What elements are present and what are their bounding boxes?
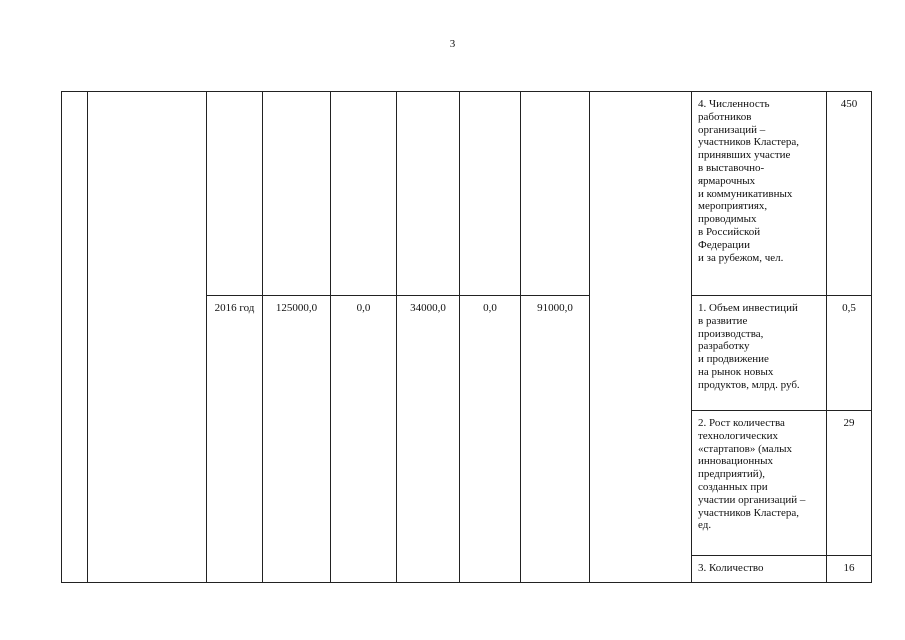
col5-cell-empty bbox=[521, 92, 590, 296]
col-executor-cell bbox=[590, 92, 692, 583]
col-index-cell bbox=[62, 92, 88, 583]
col3-cell-empty bbox=[397, 92, 460, 296]
indicator-cell: 1. Объем инвестиций в развитие производства, разработку и продвижение на рынок новых продуктов, млрд. руб. bbox=[692, 296, 827, 411]
page-number: 3 bbox=[449, 38, 456, 50]
col2-cell-empty bbox=[331, 92, 397, 296]
year-cell: 2016 год bbox=[207, 296, 263, 583]
funding-cell: 91000,0 bbox=[521, 296, 590, 583]
indicator-cell: 4. Численность работников организаций – участников Кластера, принявших участие в выставочно- ярмарочных и коммуникативных мероприятиях, проводимых в Российской Федерации и за рубежом, чел. bbox=[692, 92, 827, 296]
indicator-value: 29 bbox=[827, 411, 872, 556]
total-funding-cell: 125000,0 bbox=[263, 296, 331, 583]
table-row bbox=[62, 92, 872, 296]
indicator-cell: 3. Количество bbox=[692, 556, 827, 583]
funding-cell: 0,0 bbox=[331, 296, 397, 583]
col-name-cell bbox=[88, 92, 207, 583]
funding-cell: 34000,0 bbox=[397, 296, 460, 583]
funding-cell: 0,0 bbox=[460, 296, 521, 583]
funding-table bbox=[61, 91, 872, 583]
indicator-value: 450 bbox=[827, 92, 872, 296]
year-cell-empty bbox=[207, 92, 263, 296]
total-cell-empty bbox=[263, 92, 331, 296]
indicator-value: 0,5 bbox=[827, 296, 872, 411]
col4-cell-empty bbox=[460, 92, 521, 296]
indicator-cell: 2. Рост количества технологических «стартапов» (малых инновационных предприятий), созданных при участии организаций – участников Кластера, ед. bbox=[692, 411, 827, 556]
indicator-value: 16 bbox=[827, 556, 872, 583]
